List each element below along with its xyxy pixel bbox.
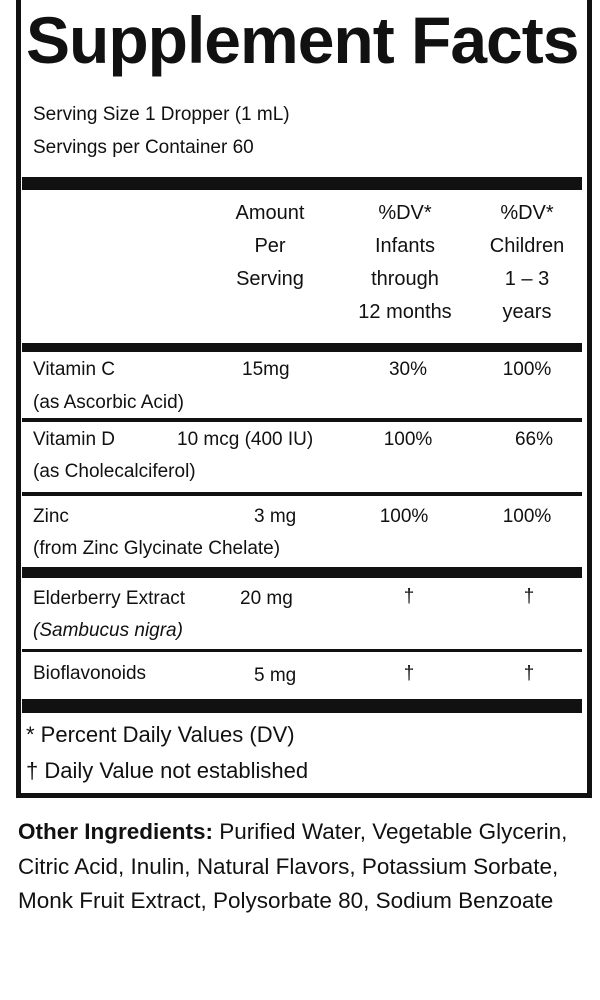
header-line: %DV* — [378, 202, 432, 224]
dv-infants: † — [403, 586, 415, 607]
nutrient-source: (from Zinc Glycinate Chelate) — [33, 538, 281, 559]
nutrient-amount: 5 mg — [254, 665, 297, 686]
dv-infants: † — [403, 663, 415, 684]
divider-thick — [22, 177, 582, 190]
dv-children: † — [523, 586, 535, 607]
divider-thick — [22, 343, 582, 352]
header-line: Amount — [235, 202, 305, 224]
nutrient-amount: 10 mcg (400 IU) — [177, 429, 314, 450]
nutrient-name: Zinc — [33, 506, 69, 527]
header-children — [467, 197, 587, 329]
footnote-dv: * Percent Daily Values (DV) — [26, 722, 295, 747]
divider-thick — [22, 567, 582, 578]
header-infants — [340, 197, 470, 329]
dv-infants: 30% — [388, 359, 428, 380]
header-line: 12 months — [358, 301, 452, 323]
dv-children: 100% — [502, 359, 552, 380]
nutrient-amount: 15mg — [242, 359, 290, 380]
divider — [22, 492, 582, 496]
header-line: years — [502, 301, 552, 323]
panel-title: Supplement Facts — [26, 3, 579, 77]
dv-children: 100% — [502, 506, 552, 527]
header-line: Per — [254, 235, 286, 257]
servings-per-container: Servings per Container 60 — [33, 137, 254, 158]
nutrient-name: Vitamin D — [33, 429, 116, 450]
nutrient-source: (as Ascorbic Acid) — [33, 392, 184, 413]
nutrient-source: (Sambucus nigra) — [33, 620, 183, 641]
divider-thick — [22, 699, 582, 713]
nutrient-name: Bioflavonoids — [33, 663, 147, 684]
other-ingredients-label: Other Ingredients: — [18, 819, 214, 844]
header-line: 1 – 3 — [504, 268, 550, 290]
serving-size: Serving Size 1 Dropper (1 mL) — [33, 104, 290, 125]
footnote-dagger: † Daily Value not established — [26, 758, 309, 783]
nutrient-name: Elderberry Extract — [33, 588, 186, 609]
header-line: %DV* — [500, 202, 554, 224]
nutrient-amount: 20 mg — [240, 588, 293, 609]
divider — [22, 649, 582, 652]
nutrient-amount: 3 mg — [254, 506, 297, 527]
other-ingredients — [18, 815, 593, 919]
header-line: through — [371, 268, 439, 290]
dv-children: 66% — [514, 429, 554, 450]
nutrient-name: Vitamin C — [33, 359, 116, 380]
header-line: Infants — [374, 235, 436, 257]
other-ingredients-text: Purified Water, Vegetable Glycerin, Citric Acid, Inulin, Natural Flavors, Potassium Sorbate, Monk Fruit Extract, Polysorbate 80, Sodium Benzoate — [18, 819, 568, 913]
header-amount — [210, 197, 330, 296]
dv-infants: 100% — [379, 506, 429, 527]
header-line: Children — [489, 235, 565, 257]
divider — [22, 418, 582, 422]
nutrient-source: (as Cholecalciferol) — [33, 461, 196, 482]
dv-children: † — [523, 663, 535, 684]
header-line: Serving — [236, 268, 304, 290]
dv-infants: 100% — [383, 429, 433, 450]
